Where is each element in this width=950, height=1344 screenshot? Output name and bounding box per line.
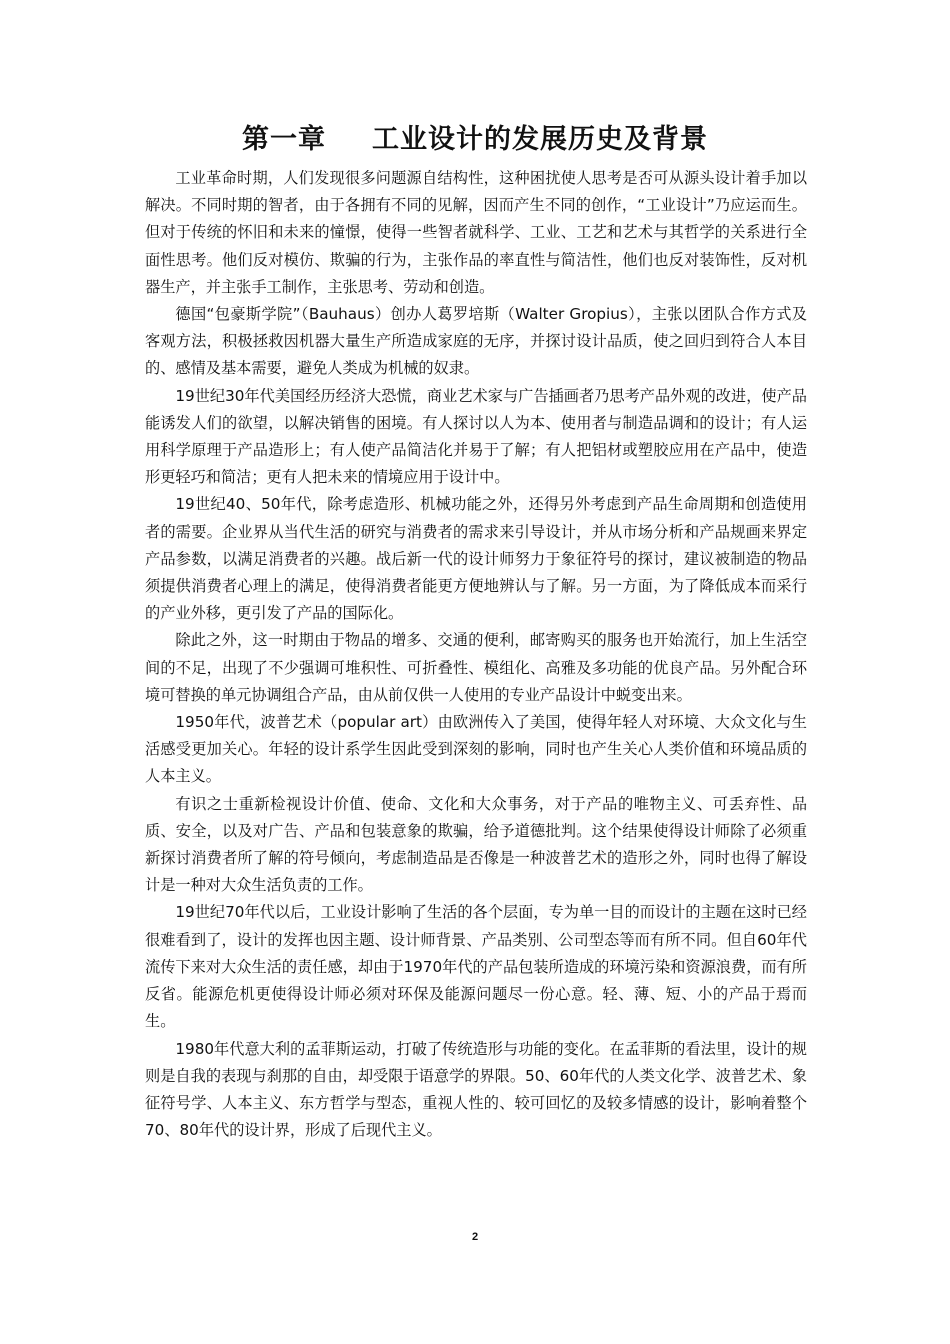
paragraph-memphis: 1980年代意大利的孟菲斯运动，打破了传统造形与功能的变化。在孟菲斯的看法里，设计的规则是自我的表现与刹那的自由，却受限于语意学的界限。50、60年代的人类文化学、波普艺术、象征符号学、人本主义、东方哲学与型态，重视人性的、较可回忆的及较多情感的设计，影响着整个70、80年代的设计界，形成了后现代主义。 [145, 1039, 807, 1140]
page-number: 2 [471, 1231, 479, 1243]
paragraph-bauhaus: 德国“包豪斯学院”（Bauhaus）创办人葛罗培斯（Walter Gropius），主张以团队合作方式及客观方法，积极拯救因机器大量生产所造成家庭的无序，并探讨设计品质，使之回归到符合人本目的、感情及基本需要，避免人类成为机械的奴隶。 [145, 305, 807, 378]
paragraph-1940s-1950s: 19世纪40、50年代，除考虑造形、机械功能之外，还得另外考虑到产品生命周期和创造使用者的需要。企业界从当代生活的研究与消费者的需求来引导设计，并从市场分析和产品规画来界定产品参数，以满足消费者的兴趣。战后新一代的设计师努力于象征符号的探讨，建议被制造的物品须提供消费者心理上的满足，使得消费者能更方便地辨认与了解。另一方面，为了降低成本而采行的产业外移，更引发了产品的国际化。 [145, 495, 807, 623]
chapter-heading: 工业设计的发展历史及背景 [372, 124, 708, 155]
chapter-number: 第一章 [242, 124, 326, 155]
paragraph-critique: 有识之士重新检视设计价值、使命、文化和大众事务，对于产品的唯物主义、可丢弃性、品质、安全，以及对广告、产品和包装意象的欺骗，给予道德批判。这个结果使得设计师除了必须重新探讨消费者所了解的符号倾向，考虑制造品是否像是一种波普艺术的造形之外，同时也得了解设计是一种对大众生活负责的工作。 [145, 794, 807, 895]
paragraph-1970s: 19世纪70年代以后，工业设计影响了生活的各个层面，专为单一目的而设计的主题在这时已经很难看到了，设计的发挥也因主题、设计师背景、产品类别、公司型态等而有所不同。但自60年代流传下来对大众生活的责任感，却由于1970年代的产品包装所造成的环境污染和资源浪费，而有所反省。能源危机更使得设计师必须对环保及能源问题尽一份心意。轻、薄、短、小的产品于焉而生。 [145, 903, 807, 1031]
paragraph-1930s: 19世纪30年代美国经历经济大恐慌，商业艺术家与广告插画者乃思考产品外观的改进，使产品能诱发人们的欲望，以解决销售的困境。有人探讨以人为本、使用者与制造品调和的设计；有人运用科学原理于产品造形上；有人使产品简洁化并易于了解；有人把铝材或塑胶应用在产品中，使造形更轻巧和简洁；更有人把未来的情境应用于设计中。 [145, 386, 807, 487]
body-text [145, 165, 807, 1144]
paragraph-mail-order: 除此之外，这一时期由于物品的增多、交通的便利，邮寄购买的服务也开始流行，加上生活空间的不足，出现了不少强调可堆积性、可折叠性、模组化、高雅及多功能的优良产品。另外配合环境可替换的单元协调组合产品，由从前仅供一人使用的专业产品设计中蜕变出来。 [145, 631, 807, 704]
chapter-title [0, 120, 950, 160]
paragraph-pop-art: 1950年代，波普艺术（popular art）由欧洲传入了美国，使得年轻人对环境、大众文化与生活感受更加关心。年轻的设计系学生因此受到深刻的影响，同时也产生关心人类价值和环境品质的人本主义。 [145, 713, 807, 786]
paragraph-industrial-revolution: 工业革命时期，人们发现很多问题源自结构性，这种困扰使人思考是否可从源头设计着手加以解决。不同时期的智者，由于各拥有不同的见解，因而产生不同的创作，“工业设计”乃应运而生。但对于传统的怀旧和未来的憧憬，使得一些智者就科学、工业、工艺和艺术与其哲学的关系进行全面性思考。他们反对模仿、欺骗的行为，主张作品的率直性与简洁性，他们也反对装饰性，反对机器生产，并主张手工制作，主张思考、劳动和创造。 [145, 169, 807, 296]
